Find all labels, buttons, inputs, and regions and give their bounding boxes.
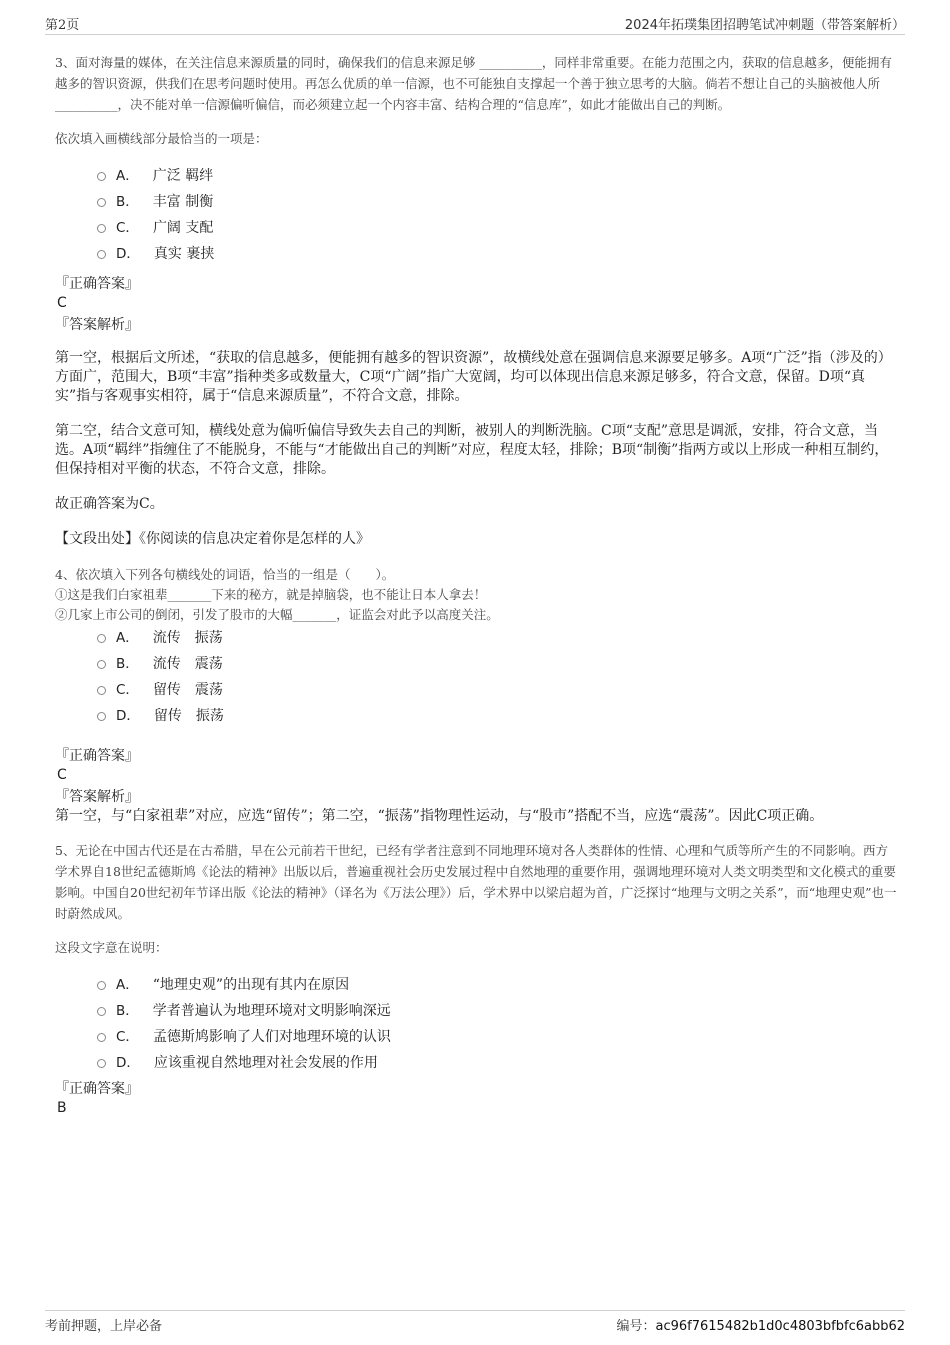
question-5 (55, 840, 897, 1117)
question-4-sentence-1: ①这是我们白家祖辈_______下来的秘方，就是掉脑袋，也不能让日本人拿去！ (55, 587, 487, 602)
analysis-paragraph: 第一空，根据后文所述，“获取的信息越多，便能拥有越多的智识资源”，故横线处意在强调信息来源要足够多。A项“广泛”指（涉及的）方面广，范围大，B项“丰富”指种类多或数量大，C项“广阔”指广大宽阔，均可以体现出信息来源足够多，符合文意，保留。D项“真实”指与客观事实相符，属于“信息来源质量”，不符合文意，排除。 (55, 350, 892, 404)
option-c[interactable]: C． 留传 震荡 (97, 677, 897, 703)
option-d[interactable]: D． 应该重视自然地理对社会发展的作用 (97, 1050, 897, 1076)
analysis-label: 『答案解析』 (55, 317, 139, 333)
analysis-paragraph: 第一空，与“白家祖辈”对应，应选“留传”；第二空，“振荡”指物理性运动，与“股市”搭配不当，应选“震荡”。因此C项正确。 (55, 808, 824, 824)
question-4-sentence-2: ②几家上市公司的倒闭，引发了股市的大幅_______，证监会对此予以高度关注。 (55, 607, 499, 622)
code-value: ac96f7615482b1d0c4803bfbfc6abb62 (655, 1319, 905, 1334)
page-content (55, 52, 897, 1117)
question-4-stem: 4、依次填入下列各句横线处的词语，恰当的一组是（ ）。 (55, 567, 395, 582)
option-b[interactable]: B． 学者普遍认为地理环境对文明影响深远 (97, 998, 897, 1024)
question-3-text: 3、面对海量的媒体，在关注信息来源质量的同时，确保我们的信息来源足够 __________，同样非常重要。在能力范围之内，获取的信息越多，便能拥有越多的智识资源，供我们在思考问题时使用。再怎么优质的单一信源，也不可能独自支撑起一个善于独立思考的大脑。倘若不想让自己的头脑被他人所 __________，决不能对单一信源偏听偏信，而必须建立起一个内容丰富、结构合理的“信息库”，如此才能做出自己的判断。 (55, 55, 892, 112)
question-5-options (97, 972, 897, 1076)
radio-icon[interactable] (97, 686, 106, 695)
option-d[interactable]: D． 留传 振荡 (97, 703, 897, 729)
document-code (616, 1315, 905, 1334)
radio-icon[interactable] (97, 198, 106, 207)
radio-icon[interactable] (97, 172, 106, 181)
footer-slogan: 考前押题，上岸必备 (45, 1319, 163, 1334)
radio-icon[interactable] (97, 1033, 106, 1042)
option-c[interactable]: C． 孟德斯鸠影响了人们对地理环境的认识 (97, 1024, 897, 1050)
answer-label: 『正确答案』 (55, 1081, 139, 1097)
page-header (45, 14, 905, 35)
question-5-prompt: 这段文字意在说明： (55, 940, 168, 955)
answer-value: C (57, 295, 67, 311)
radio-icon[interactable] (97, 1059, 106, 1068)
question-4-options (97, 625, 897, 729)
option-d[interactable]: D． 真实 裹挟 (97, 241, 897, 267)
option-b[interactable]: B． 丰富 制衡 (97, 189, 897, 215)
answer-label: 『正确答案』 (55, 748, 139, 764)
radio-icon[interactable] (97, 981, 106, 990)
radio-icon[interactable] (97, 634, 106, 643)
document-title: 2024年拓璞集团招聘笔试冲刺题（带答案解析） (624, 18, 905, 33)
radio-icon[interactable] (97, 250, 106, 259)
analysis-paragraph: 第二空，结合文意可知，横线处意为偏听偏信导致失去自己的判断，被别人的判断洗脑。C项“支配”意思是调派，安排，符合文意，当选。A项“羁绊”指缠住了不能脱身，不能与“才能做出自己的判断”对应，程度太轻，排除；B项“制衡”指两方或以上形成一种相互制约，但保持相对平衡的状态，不符合文意，排除。 (55, 423, 889, 477)
radio-icon[interactable] (97, 224, 106, 233)
code-label: 编号： (616, 1319, 656, 1334)
question-3-options (97, 163, 897, 267)
question-4 (55, 565, 897, 826)
question-5-text: 5、无论在中国古代还是在古希腊，早在公元前若干世纪，已经有学者注意到不同地理环境对各人类群体的性情、心理和气质等所产生的不同影响。西方学术界自18世纪孟德斯鸠《论法的精神》出版以后，普遍重视社会历史发展过程中自然地理的重要作用，强调地理环境对人类文明类型和文化模式的重要影响。中国自20世纪初年节译出版《论法的精神》（译名为《万法公理》）后，学术界中以梁启超为首，广泛探讨“地理与文明之关系”，而“地理史观”也一时蔚然成风。 (55, 843, 897, 921)
radio-icon[interactable] (97, 712, 106, 721)
option-c[interactable]: C． 广阔 支配 (97, 215, 897, 241)
question-3 (55, 52, 897, 549)
option-b[interactable]: B． 流传 震荡 (97, 651, 897, 677)
analysis-conclusion: 故正确答案为C。 (55, 496, 164, 512)
answer-value: B (57, 1100, 67, 1116)
option-a[interactable]: A． 广泛 羁绊 (97, 163, 897, 189)
answer-label: 『正确答案』 (55, 276, 139, 292)
option-a[interactable]: A． 流传 振荡 (97, 625, 897, 651)
question-3-prompt: 依次填入画横线部分最恰当的一项是： (55, 131, 268, 146)
radio-icon[interactable] (97, 1007, 106, 1016)
source-citation: 【文段出处】《你阅读的信息决定着你是怎样的人》 (55, 531, 370, 547)
radio-icon[interactable] (97, 660, 106, 669)
option-a[interactable]: A． “地理史观”的出现有其内在原因 (97, 972, 897, 998)
answer-value: C (57, 767, 67, 783)
page-number: 第2页 (45, 18, 80, 33)
page-footer (45, 1310, 905, 1335)
analysis-label: 『答案解析』 (55, 789, 139, 805)
